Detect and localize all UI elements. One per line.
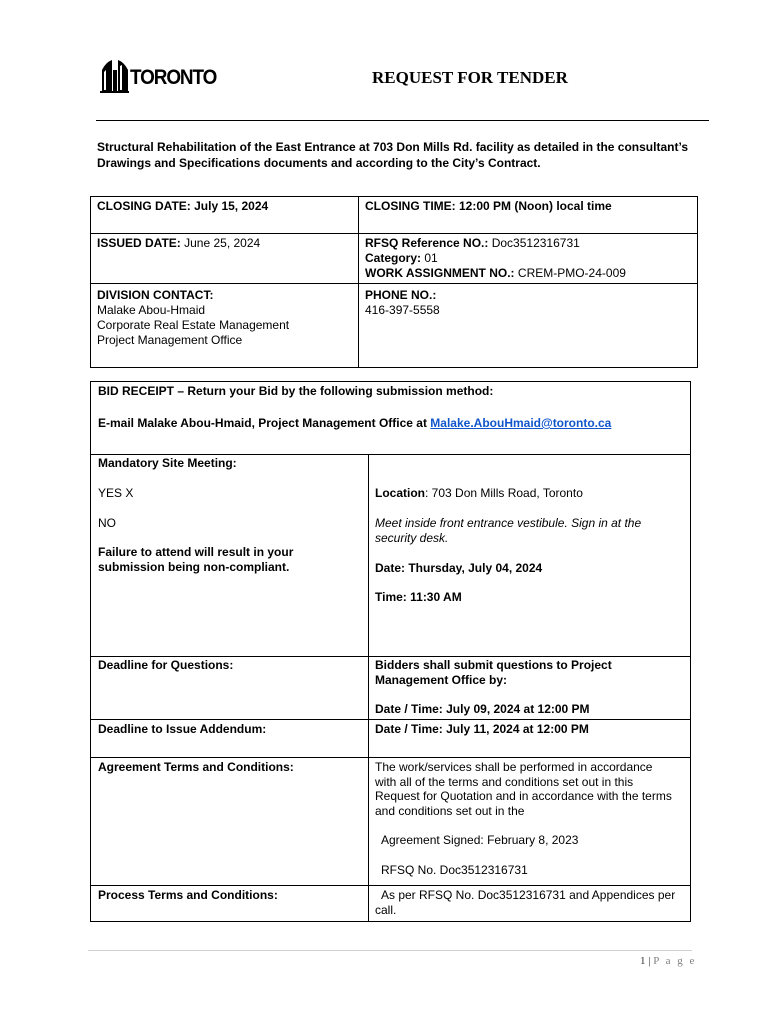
- mandatory-site-meeting-label: Mandatory Site Meeting:: [98, 456, 237, 470]
- location-value: : 703 Don Mills Road, Toronto: [425, 486, 583, 500]
- failure-warning: Failure to attend will result in your submission being non-compliant.: [98, 545, 294, 574]
- header-divider: [96, 120, 709, 121]
- page-word: P a g e: [653, 955, 697, 967]
- issued-date-label: ISSUED DATE:: [97, 236, 181, 250]
- category-value: 01: [421, 251, 438, 265]
- agreement-rfsq: RFSQ No. Doc3512316731: [381, 863, 528, 877]
- meeting-date: [375, 561, 542, 576]
- meeting-time: [375, 590, 462, 605]
- email-prefix: E-mail Malake Abou-Hmaid, Project Management Office at: [98, 416, 431, 430]
- closing-time: CLOSING TIME: 12:00 PM (Noon) local time: [365, 199, 612, 213]
- bid-receipt: BID RECEIPT – Return your Bid by the following submission method:: [98, 384, 494, 398]
- phone-value: 416-397-5558: [365, 303, 440, 317]
- rfsq-value: Doc3512316731: [488, 236, 580, 250]
- bid-row-divider: [90, 656, 691, 657]
- addendum-deadline-label: Deadline to Issue Addendum:: [98, 722, 267, 736]
- page-title: REQUEST FOR TENDER: [372, 68, 568, 87]
- issued-date: [97, 236, 260, 251]
- questions-deadline-date: Date / Time: July 09, 2024 at 12:00 PM: [375, 702, 590, 716]
- meeting-location: [375, 486, 583, 501]
- division-contact: [97, 288, 289, 348]
- footer-divider: [88, 950, 692, 951]
- division-contact-label: DIVISION CONTACT:: [97, 288, 214, 302]
- yes-option: YES X: [98, 486, 134, 500]
- rfsq-label: RFSQ Reference NO.:: [365, 236, 489, 250]
- phone-label: PHONE NO.:: [365, 288, 437, 302]
- agreement-signed: Agreement Signed: February 8, 2023: [381, 833, 579, 847]
- page-number-value: 1: [640, 955, 646, 967]
- meeting-time-value: : 11:30 AM: [402, 590, 462, 604]
- rfsq-block: [365, 236, 626, 281]
- agreement-terms-label: Agreement Terms and Conditions:: [98, 760, 294, 774]
- no-option: NO: [98, 516, 116, 530]
- meeting-note: Meet inside front entrance vestibule. Sign in at the security desk.: [375, 516, 642, 545]
- info-row-divider: [90, 233, 698, 234]
- process-terms-text: As per RFSQ No. Doc3512316731 and Appendices per call.: [375, 888, 676, 917]
- work-assignment-label: WORK ASSIGNMENT NO.:: [365, 266, 515, 280]
- contact-department: Corporate Real Estate Management: [97, 318, 290, 332]
- bid-row-divider: [90, 719, 691, 720]
- category-label: Category:: [365, 251, 422, 265]
- bid-row-divider: [90, 454, 691, 455]
- contact-name: Malake Abou-Hmaid: [97, 303, 206, 317]
- work-assignment-value: CREM-PMO-24-009: [514, 266, 626, 280]
- process-terms-label: Process Terms and Conditions:: [98, 888, 278, 902]
- bid-row-divider: [90, 885, 691, 886]
- email-link[interactable]: Malake.AbouHmaid@toronto.ca: [430, 416, 612, 430]
- addendum-deadline-date: Date / Time: July 11, 2024 at 12:00 PM: [375, 722, 589, 736]
- email-instruction: [98, 416, 611, 431]
- logo-text: TORONTO: [130, 66, 217, 89]
- contact-office: Project Management Office: [97, 333, 243, 347]
- info-table-divider: [358, 196, 359, 368]
- phone-block: [365, 288, 440, 318]
- info-row-divider: [90, 283, 698, 284]
- closing-date: CLOSING DATE: July 15, 2024: [97, 199, 269, 213]
- bid-table-divider: [368, 454, 369, 922]
- page-number: 1 | P a g e: [640, 955, 697, 967]
- meeting-time-label: Time: [375, 590, 403, 604]
- questions-deadline-label: Deadline for Questions:: [98, 658, 234, 672]
- agreement-terms-text: The work/services shall be performed in accordance with all of the terms and conditions set out in this Request for Quotation and in accordance with the terms and conditions set out in the: [375, 760, 672, 818]
- tender-subject: Structural Rehabilitation of the East Entrance at 703 Don Mills Rd. facility as detailed in the consultant’s Drawings and Specifications documents and according to the City’s Contract.: [97, 140, 689, 170]
- questions-instruction: Bidders shall submit questions to Project Management Office by:: [375, 658, 612, 687]
- location-label: Location: [375, 486, 425, 500]
- toronto-logo: [100, 56, 217, 94]
- bid-row-divider: [90, 757, 691, 758]
- meeting-date-value: : Thursday, July 04, 2024: [401, 561, 543, 575]
- meeting-date-label: Date: [375, 561, 402, 575]
- issued-date-value: June 25, 2024: [180, 236, 261, 250]
